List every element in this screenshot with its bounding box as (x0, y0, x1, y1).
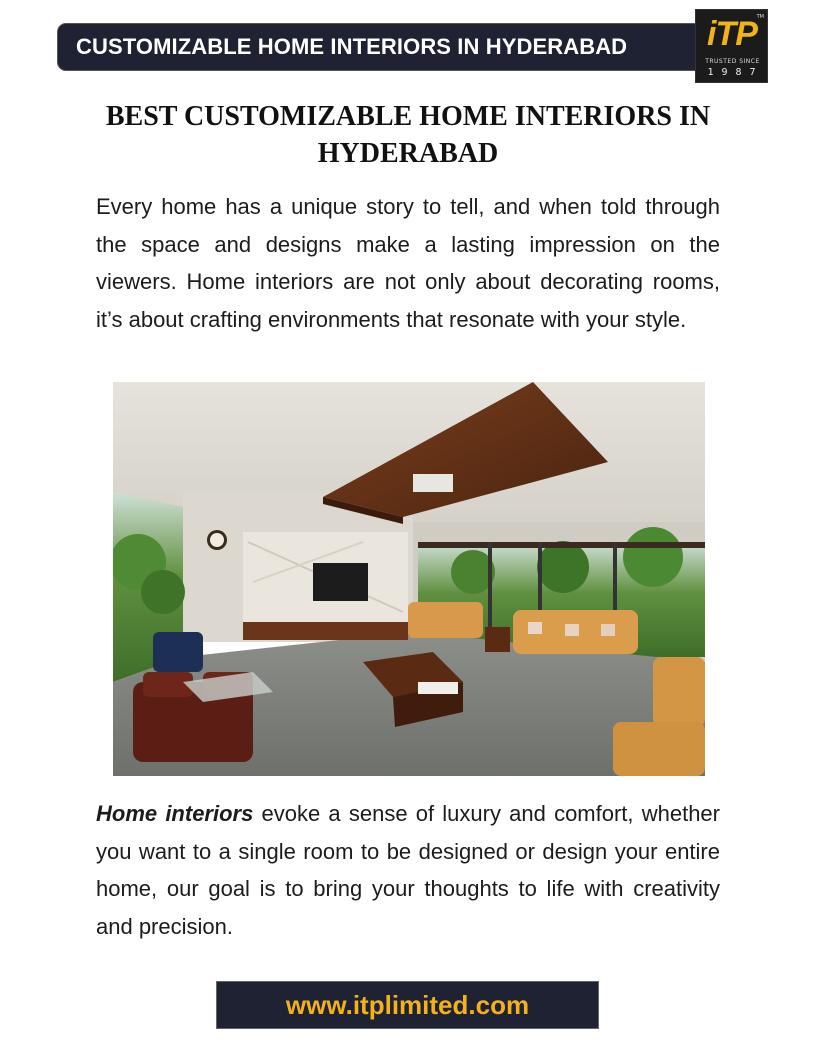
logo-tagline: TRUSTED SINCE (705, 58, 760, 65)
second-paragraph-text: evoke a sense of luxury and comfort, whether you want to a single room to be designed or design your entire home, our goal is to bring your thoughts to life with creativity and precision. (96, 801, 720, 939)
second-paragraph (96, 795, 720, 945)
footer-banner (216, 981, 599, 1029)
page-title: BEST CUSTOMIZABLE HOME INTERIORS IN HYDERABAD (105, 101, 711, 169)
itp-logo (695, 9, 768, 83)
intro-paragraph: Every home has a unique story to tell, and when told through the space and designs make a lasting impression on the viewers. Home interiors are not only about decorating rooms, it’s about crafting environments that resonate with your style. (96, 194, 720, 332)
logo-trademark: TM (756, 14, 764, 20)
emphasis-text: Home interiors (96, 801, 254, 826)
living-room-photo (113, 382, 705, 776)
banner-title: CUSTOMIZABLE HOME INTERIORS IN HYDERABAD (76, 34, 628, 59)
website-link[interactable]: www.itplimited.com (285, 989, 530, 1020)
logo-mark: iTP (707, 15, 757, 53)
logo-year: 1987 (707, 67, 764, 78)
header-banner (57, 23, 725, 71)
